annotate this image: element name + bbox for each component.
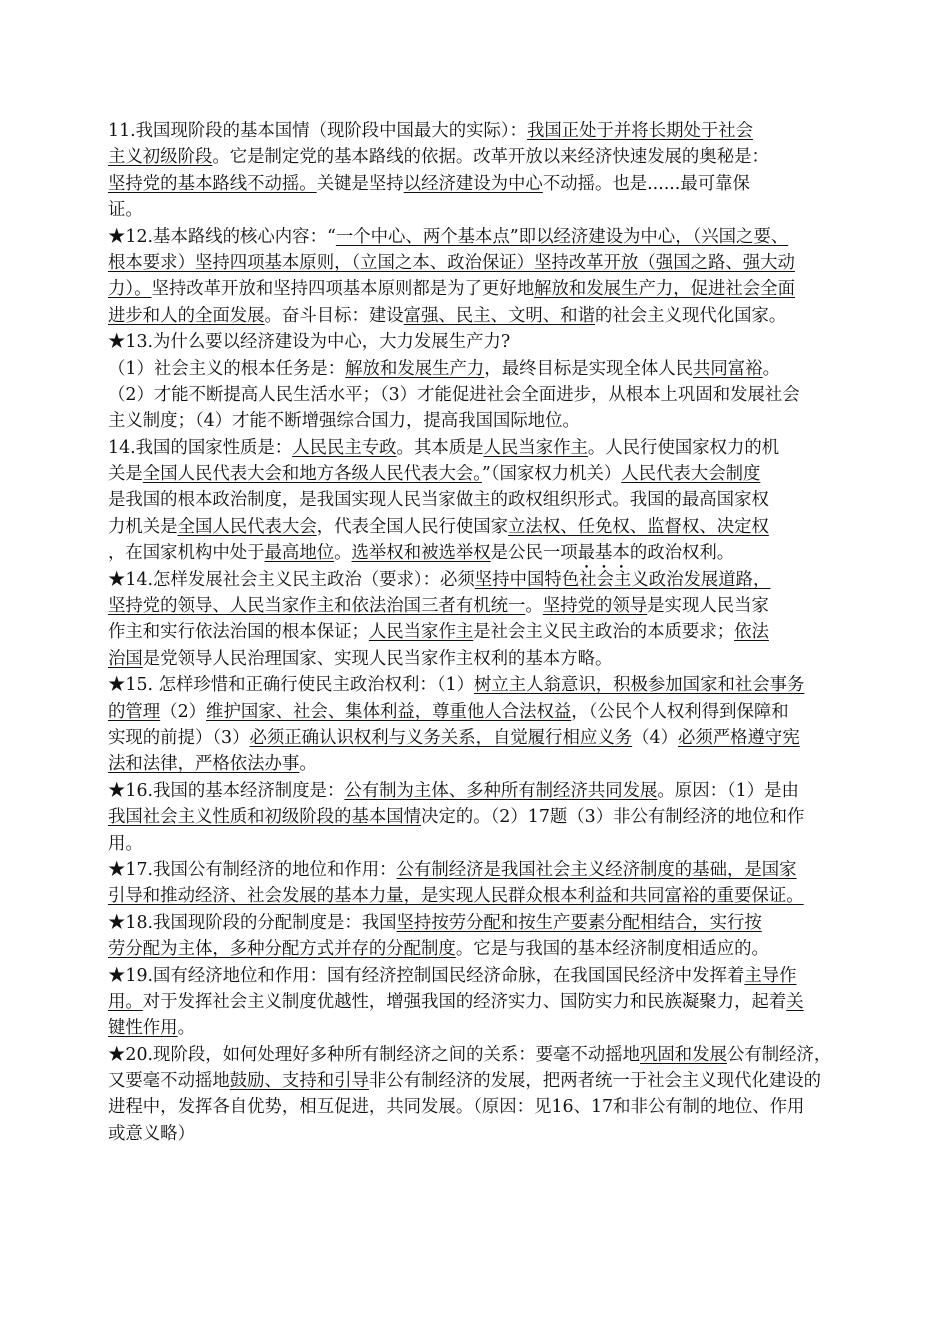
underlined-key-phrase: 公有制经济是我国社会主义经济制度的基础，是国家 xyxy=(396,859,797,880)
text-line xyxy=(108,963,848,989)
text-line xyxy=(108,1094,848,1120)
text-line xyxy=(108,936,848,962)
text-line xyxy=(108,250,848,276)
text-line xyxy=(108,672,848,698)
text-line xyxy=(108,1068,848,1094)
text-line xyxy=(108,408,848,434)
text-segment: 坚持改革开放和坚持四项基本原则都是为了更好地 xyxy=(151,279,535,300)
text-line xyxy=(108,1042,848,1068)
text-segment: 或意义略） xyxy=(108,1123,195,1144)
underlined-key-phrase: 人民民主专政 xyxy=(292,437,397,458)
underlined-key-phrase: 解放和发展生产力 xyxy=(345,358,485,379)
underlined-key-phrase: 选举权和被选举权 xyxy=(351,543,491,564)
text-line xyxy=(108,303,848,329)
underlined-key-phrase: 坚持中国特色社会主义政治发展道路， xyxy=(474,569,771,590)
text-line xyxy=(108,646,848,672)
text-segment: 是我国的根本政治制度，是我国实现人民当家做主的政权组织形式。我国的最高国家权 xyxy=(108,490,769,511)
text-line xyxy=(108,857,848,883)
text-segment: 是公民一项 xyxy=(490,543,578,564)
underlined-key-phrase: 根本要求）坚持四项基本原则，（立国之本、政治保证）坚持改革开放（强国之路、强大动 xyxy=(108,252,795,273)
underlined-key-phrase: ”即以经济建设为中心，（兴国之要、 xyxy=(509,226,789,247)
text-segment: 关键是坚持 xyxy=(316,173,404,194)
text-line xyxy=(108,540,848,566)
underlined-key-phrase: 必须严格遵守宪 xyxy=(677,727,800,748)
text-segment: 对于发挥社会主义制度优越性，增强我国的经济实力、国防实力和民族凝聚力，起着 xyxy=(142,991,787,1012)
underlined-key-phrase: 坚持党的基本路线不动摇。 xyxy=(108,173,317,194)
text-segment: 关是 xyxy=(108,464,143,485)
text-segment: （2）才能不断提高人民生活水平；（3）才能促进社会全面进步，从根本上巩固和发展社会 xyxy=(108,384,800,405)
text-line xyxy=(108,329,848,355)
text-segment: ★16.我国的基本经济制度是： xyxy=(108,780,345,801)
text-segment: 。 xyxy=(525,596,543,617)
text-segment: 力机关是 xyxy=(108,516,178,537)
text-segment: 。人民行使国家权力的机 xyxy=(587,437,780,458)
underlined-key-phrase: 法和法律，严格依法办事 xyxy=(108,754,300,775)
text-segment: ★18.我国现阶段的分配制度是：我国 xyxy=(108,912,397,933)
underlined-key-phrase: 坚持党的领导、人民当家作主和依法治国三者有机统一 xyxy=(108,596,526,617)
text-line xyxy=(108,487,848,513)
underlined-key-phrase: 我国社会主义性质和初级阶段的基本国情 xyxy=(108,807,422,828)
text-line xyxy=(108,804,848,830)
underlined-key-phrase: 鼓励、支持和引导 xyxy=(229,1071,369,1092)
underlined-key-phrase: 公有制为主体、多种所有制经济共同发展 xyxy=(344,780,658,801)
text-segment: 。 xyxy=(177,1018,195,1039)
underlined-key-phrase: 依法 xyxy=(734,622,769,643)
underlined-key-phrase: 立法权、任免权、监督权、决定权 xyxy=(508,516,769,537)
underlined-key-phrase: 坚持按劳分配和按生产要素分配相结合，实行按 xyxy=(396,912,762,933)
text-segment: 决定的。（2）17题（3）非公有制经济的地位和作 xyxy=(421,807,805,828)
text-segment: 又要毫不动摇地 xyxy=(108,1071,230,1092)
text-segment: ★20.现阶段，如何处理好多种所有制经济之间的关系：要毫不动摇地 xyxy=(108,1044,640,1065)
text-segment: （4） xyxy=(632,727,678,748)
text-segment: 是社会主义民主政治的本质要求； xyxy=(473,622,735,643)
text-line xyxy=(108,382,848,408)
text-segment: ★15. 怎样珍惜和正确行使民主政治权利：（1） xyxy=(108,675,474,696)
text-segment: 。 xyxy=(299,754,317,775)
text-line xyxy=(108,197,848,223)
text-segment: 。 xyxy=(334,543,352,564)
underlined-key-phrase: 富强、民主、文明、和谐 xyxy=(403,305,595,326)
document-body xyxy=(108,118,848,1147)
text-segment: 是实现人民当家 xyxy=(647,596,769,617)
text-line xyxy=(108,831,848,857)
text-segment: ★19.国有经济地位和作用：国有经济控制国民经济命脉，在我国国民经济中发挥着 xyxy=(108,965,745,986)
text-line xyxy=(108,725,848,751)
text-segment: 证。 xyxy=(108,200,143,221)
text-segment: 公有制经济， xyxy=(726,1044,832,1065)
text-line xyxy=(108,1015,848,1041)
text-segment: ★17.我国公有制经济的地位和作用： xyxy=(108,859,397,880)
underlined-key-phrase: 以经济建设为中心 xyxy=(403,173,543,194)
text-segment: 。 xyxy=(762,358,780,379)
text-line xyxy=(108,276,848,302)
underlined-key-phrase: 进步和人的全面发展 xyxy=(108,305,265,326)
underlined-key-phrase: 最高地位 xyxy=(264,543,335,564)
text-segment: 实现的前提）（3） xyxy=(108,727,250,748)
text-segment: 11.我国现阶段的基本国情（现阶段中国最大的实际）： xyxy=(108,121,527,141)
text-segment: ★13.为什么要以经济建设为中心，大力发展生产力? xyxy=(108,332,511,353)
text-line xyxy=(108,118,848,144)
emphasized-phrase: 最基本 xyxy=(577,543,630,564)
text-segment: 非公有制经济的发展，把两者统一于社会主义现代化建设的 xyxy=(368,1071,822,1092)
underlined-key-phrase: 主导作 xyxy=(744,965,797,986)
underlined-key-phrase: 键性作用 xyxy=(108,1018,178,1039)
text-line xyxy=(108,514,848,540)
text-segment: ”（国家权力机关） xyxy=(481,464,622,485)
underlined-key-phrase: 引导和推动经济、社会发展的基本力量，是实现人民群众根本利益和共同富裕的重要保证。 xyxy=(108,886,804,907)
text-line xyxy=(108,435,848,461)
text-segment: ，（公民个人权利得到保障和 xyxy=(571,701,789,722)
text-line xyxy=(108,224,848,250)
text-segment: ，代表全国人民行使国家 xyxy=(316,516,509,537)
text-line xyxy=(108,751,848,777)
underlined-key-phrase: 力）。 xyxy=(108,279,152,300)
text-segment: 。原因：（1）是由 xyxy=(657,780,799,801)
text-segment: 进程中，发挥各自优势，相互促进，共同发展。（原因：见16、17和非公有制的地位、作用 xyxy=(108,1097,805,1118)
text-segment: （1）社会主义的根本任务是： xyxy=(108,358,346,379)
text-segment: ，最终目标是实现全体人民 xyxy=(484,358,693,379)
text-segment: 的政治权利。 xyxy=(629,543,735,564)
text-segment: ★12.基本路线的核心内容：“ xyxy=(108,226,336,247)
text-line xyxy=(108,778,848,804)
text-segment: 14.我国的国家性质是： xyxy=(108,437,293,458)
text-line xyxy=(108,619,848,645)
underlined-key-phrase: 树立主人翁意识，积极参加国家和社会事务 xyxy=(473,675,805,696)
text-segment: 。它是与我国的基本经济制度相适应的。 xyxy=(455,939,769,960)
underlined-key-phrase: 坚持党的领导 xyxy=(542,596,648,617)
underlined-key-phrase: 全国人民代表大会 xyxy=(177,516,317,537)
text-line xyxy=(108,171,848,197)
underlined-key-phrase: 解放和发展生产力，促进社会全面 xyxy=(534,279,795,300)
underlined-key-phrase: 治国 xyxy=(108,648,143,669)
text-segment: ★14.怎样发展社会主义民主政治（要求）：必须 xyxy=(108,569,475,590)
text-line xyxy=(108,883,848,909)
underlined-key-phrase: 人民代表大会制度 xyxy=(621,464,761,485)
underlined-key-phrase: 共同富裕 xyxy=(693,358,763,379)
text-segment: 用。 xyxy=(108,833,143,854)
underlined-key-phrase: 维护国家、社会、集体利益，尊重他人合法权益 xyxy=(206,701,572,722)
text-line xyxy=(108,461,848,487)
underlined-key-phrase: 全国人民代表大会和地方各级人民代表大会。 xyxy=(142,464,482,485)
text-line xyxy=(108,144,848,170)
text-segment: 是党领导人民治理国家、实现人民当家作主权利的基本方略。 xyxy=(142,648,613,669)
text-line xyxy=(108,910,848,936)
text-line xyxy=(108,567,848,593)
text-segment: 。奋斗目标：建设 xyxy=(264,305,404,326)
text-segment: 的社会主义现代化国家。 xyxy=(594,305,787,326)
text-line xyxy=(108,1121,848,1147)
text-segment: 作主和实行依法治国的根本保证； xyxy=(108,622,369,643)
underlined-key-phrase: 人民当家作主 xyxy=(368,622,474,643)
text-segment: 。其本质是 xyxy=(396,437,484,458)
text-segment: 。它是制定党的基本路线的依据。改革开放以来经济快速发展的奥秘是： xyxy=(212,147,769,168)
text-line xyxy=(108,593,848,619)
text-line xyxy=(108,989,848,1015)
text-line xyxy=(108,356,848,382)
underlined-key-phrase: 人民当家作主 xyxy=(483,437,588,458)
text-segment: ，在国家机构中处于 xyxy=(108,543,265,564)
underlined-key-phrase: 我国正处于并将长期处于社会 xyxy=(526,121,754,141)
text-line xyxy=(108,699,848,725)
underlined-key-phrase: 的管理 xyxy=(108,701,161,722)
underlined-key-phrase: 主义初级阶段 xyxy=(108,147,213,168)
text-segment: 主义制度；（4）才能不断增强综合国力，提高我国国际地位。 xyxy=(108,411,580,432)
underlined-key-phrase: 关 xyxy=(786,991,804,1012)
underlined-key-phrase: 用。 xyxy=(108,991,143,1012)
underlined-key-phrase: 劳分配为主体，多种分配方式并存的分配制度 xyxy=(108,939,456,960)
text-segment: （2） xyxy=(160,701,207,722)
text-segment: 不动摇。也是......最可靠保 xyxy=(542,173,750,194)
underlined-key-phrase: 一个中心、两个基本点 xyxy=(335,226,510,247)
underlined-key-phrase: 巩固和发展 xyxy=(640,1044,727,1065)
underlined-key-phrase: 必须正确认识权利与义务关系，自觉履行相应义务 xyxy=(249,727,633,748)
